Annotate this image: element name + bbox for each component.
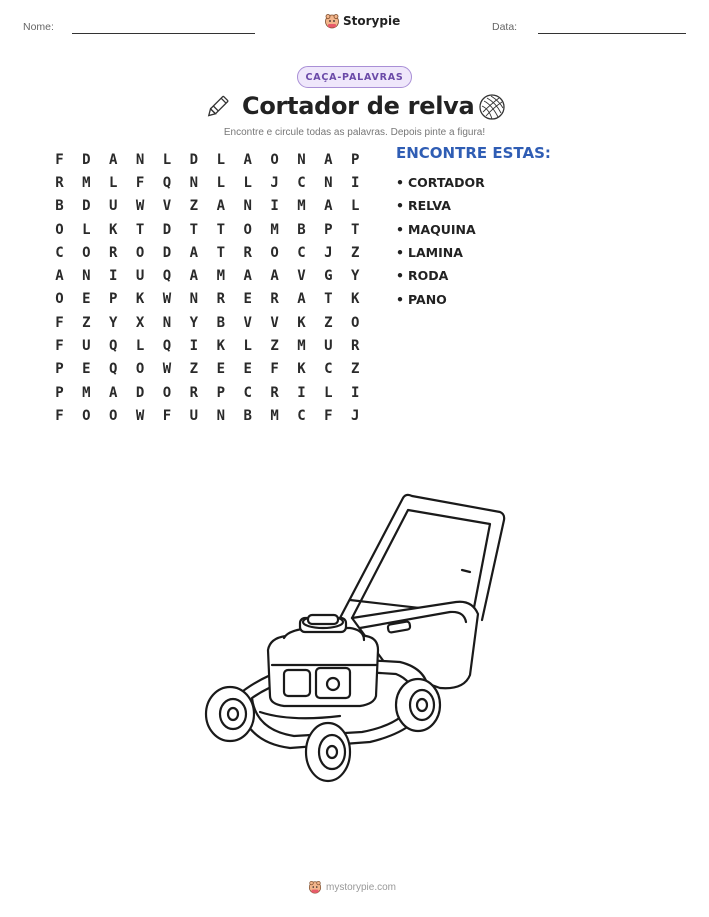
grid-cell[interactable]: E — [243, 361, 252, 378]
grid-cell[interactable]: B — [243, 407, 252, 424]
grid-cell[interactable]: K — [135, 291, 145, 308]
grid-cell[interactable]: D — [82, 151, 91, 168]
grid-cell[interactable]: U — [135, 268, 145, 285]
grid-cell[interactable]: F — [55, 314, 64, 331]
grid-cell[interactable]: W — [135, 407, 145, 424]
grid-cell[interactable]: U — [82, 338, 91, 355]
grid-cell[interactable]: F — [324, 407, 333, 424]
grid-cell[interactable]: L — [82, 221, 91, 238]
grid-cell[interactable]: Z — [189, 361, 199, 378]
grid-cell[interactable]: N — [189, 291, 199, 308]
grid-cell[interactable]: O — [135, 361, 145, 378]
grid-cell[interactable]: N — [82, 268, 91, 285]
brand-name: Storypie — [343, 14, 401, 28]
grid-cell[interactable]: O — [243, 221, 252, 238]
grid-cell[interactable]: A — [324, 198, 333, 215]
name-label: Nome: — [23, 21, 54, 33]
grid-cell[interactable]: O — [162, 384, 172, 401]
grid-cell[interactable]: I — [351, 384, 360, 401]
grid-cell[interactable]: O — [351, 314, 360, 331]
yarn-ball-icon — [478, 93, 506, 121]
footer-url[interactable]: mystorypie.com — [326, 881, 397, 893]
grid-cell[interactable]: L — [243, 338, 252, 355]
grid-cell[interactable]: Q — [109, 338, 118, 355]
grid-cell[interactable]: D — [189, 151, 199, 168]
grid-cell[interactable]: F — [135, 174, 145, 191]
word-list-title: ENCONTRE ESTAS: — [396, 144, 551, 162]
grid-cell[interactable]: N — [243, 198, 252, 215]
grid-cell[interactable]: J — [324, 244, 333, 261]
grid-cell[interactable]: L — [324, 384, 333, 401]
grid-cell[interactable]: W — [135, 198, 145, 215]
date-label: Data: — [492, 21, 518, 33]
footer — [308, 880, 396, 894]
grid-cell[interactable]: A — [297, 291, 306, 308]
grid-cell[interactable]: F — [55, 338, 64, 355]
grid-cell[interactable]: Z — [82, 314, 91, 331]
grid-cell[interactable]: I — [297, 384, 306, 401]
grid-cell[interactable]: A — [216, 198, 225, 215]
grid-cell[interactable]: U — [109, 198, 118, 215]
grid-cell[interactable]: V — [297, 268, 306, 285]
lawnmower-illustration[interactable] — [200, 490, 510, 790]
grid-cell[interactable]: U — [189, 407, 199, 424]
grid-cell[interactable]: F — [162, 407, 172, 424]
grid-cell[interactable]: M — [82, 384, 91, 401]
grid-cell[interactable]: C — [297, 244, 306, 261]
grid-cell[interactable]: C — [297, 407, 306, 424]
grid-cell[interactable]: E — [216, 361, 225, 378]
grid-cell[interactable]: Y — [189, 314, 199, 331]
grid-cell[interactable]: Q — [162, 338, 172, 355]
grid-cell[interactable]: X — [135, 314, 145, 331]
date-line[interactable] — [538, 33, 686, 34]
grid-cell[interactable]: I — [109, 268, 118, 285]
grid-cell[interactable]: Q — [162, 174, 172, 191]
grid-cell[interactable]: L — [162, 151, 172, 168]
grid-cell[interactable]: F — [55, 407, 64, 424]
grid-cell[interactable]: R — [55, 174, 64, 191]
grid-cell[interactable]: A — [109, 384, 118, 401]
grid-cell[interactable]: E — [82, 291, 91, 308]
grid-cell[interactable]: M — [297, 338, 306, 355]
grid-cell[interactable]: K — [216, 338, 225, 355]
grid-cell[interactable]: N — [324, 174, 333, 191]
word-list — [396, 171, 485, 311]
grid-cell[interactable]: I — [189, 338, 199, 355]
grid-cell[interactable]: T — [351, 221, 360, 238]
grid-cell[interactable]: P — [109, 291, 118, 308]
grid-cell[interactable]: N — [162, 314, 172, 331]
grid-cell[interactable]: O — [82, 407, 91, 424]
grid-cell[interactable]: T — [324, 291, 333, 308]
word-search-grid[interactable] — [46, 148, 369, 428]
grid-cell[interactable]: K — [297, 314, 306, 331]
grid-cell[interactable]: L — [351, 198, 360, 215]
category-badge: CAÇA-PALAVRAS — [297, 66, 412, 88]
grid-cell[interactable]: L — [135, 338, 145, 355]
grid-cell[interactable]: Q — [162, 268, 172, 285]
grid-cell[interactable]: E — [243, 291, 252, 308]
grid-cell[interactable]: P — [55, 384, 64, 401]
grid-cell[interactable]: P — [324, 221, 333, 238]
word-item: • PANO — [396, 287, 485, 310]
grid-cell[interactable]: R — [243, 244, 252, 261]
grid-cell[interactable]: A — [324, 151, 333, 168]
grid-cell[interactable]: R — [109, 244, 118, 261]
grid-cell[interactable]: F — [270, 361, 279, 378]
grid-cell[interactable]: P — [216, 384, 225, 401]
grid-cell[interactable]: C — [55, 244, 64, 261]
grid-cell[interactable]: D — [162, 221, 172, 238]
grid-cell[interactable]: D — [82, 198, 91, 215]
grid-cell[interactable]: N — [135, 151, 145, 168]
grid-cell[interactable]: L — [243, 174, 252, 191]
grid-cell[interactable]: O — [55, 291, 64, 308]
grid-cell[interactable]: Z — [324, 314, 333, 331]
grid-cell[interactable]: F — [55, 151, 64, 168]
grid-cell[interactable]: L — [109, 174, 118, 191]
word-item: • MAQUINA — [396, 218, 485, 241]
grid-cell[interactable]: D — [135, 384, 145, 401]
word-item: • LAMINA — [396, 241, 485, 264]
grid-cell[interactable]: Z — [351, 244, 360, 261]
grid-cell[interactable]: M — [297, 198, 306, 215]
grid-cell[interactable]: I — [351, 174, 360, 191]
grid-cell[interactable]: E — [82, 361, 91, 378]
grid-cell[interactable]: O — [270, 151, 279, 168]
grid-cell[interactable]: T — [189, 221, 199, 238]
grid-cell[interactable]: D — [162, 244, 172, 261]
grid-cell[interactable]: O — [135, 244, 145, 261]
grid-cell[interactable]: T — [216, 244, 225, 261]
grid-cell[interactable]: R — [216, 291, 225, 308]
grid-cell[interactable]: O — [109, 407, 118, 424]
grid-cell[interactable]: N — [189, 174, 199, 191]
grid-cell[interactable]: R — [270, 291, 279, 308]
grid-cell[interactable]: A — [109, 151, 118, 168]
grid-cell[interactable]: M — [216, 268, 225, 285]
grid-cell[interactable]: W — [162, 361, 172, 378]
grid-cell[interactable]: W — [162, 291, 172, 308]
grid-cell[interactable]: B — [216, 314, 225, 331]
grid-cell[interactable]: T — [135, 221, 145, 238]
grid-cell[interactable]: R — [270, 384, 279, 401]
grid-cell[interactable]: K — [297, 361, 306, 378]
grid-cell[interactable]: O — [55, 221, 64, 238]
grid-cell[interactable]: R — [351, 338, 360, 355]
grid-cell[interactable]: Z — [270, 338, 279, 355]
grid-cell[interactable]: O — [270, 244, 279, 261]
grid-cell[interactable]: L — [216, 174, 225, 191]
grid-cell[interactable]: C — [297, 174, 306, 191]
grid-cell[interactable]: V — [162, 198, 172, 215]
grid-cell[interactable]: A — [243, 151, 252, 168]
page-title: Cortador de relva — [242, 92, 475, 120]
grid-cell[interactable]: N — [216, 407, 225, 424]
grid-cell[interactable]: L — [216, 151, 225, 168]
grid-cell[interactable]: Q — [109, 361, 118, 378]
grid-cell[interactable]: B — [297, 221, 306, 238]
grid-cell[interactable]: C — [324, 361, 333, 378]
word-item: • RELVA — [396, 194, 485, 217]
mascot-icon — [324, 13, 340, 29]
grid-cell[interactable]: P — [351, 151, 360, 168]
grid-cell[interactable]: R — [189, 384, 199, 401]
grid-cell[interactable]: A — [189, 268, 199, 285]
word-item: • CORTADOR — [396, 171, 485, 194]
grid-cell[interactable]: J — [351, 407, 360, 424]
grid-cell[interactable]: Z — [351, 361, 360, 378]
grid-cell[interactable]: O — [82, 244, 91, 261]
grid-cell[interactable]: C — [243, 384, 252, 401]
instructions: Encontre e circule todas as palavras. Depois pinte a figura! — [223, 127, 486, 138]
grid-cell[interactable]: M — [270, 407, 279, 424]
grid-cell[interactable]: A — [243, 268, 252, 285]
grid-cell[interactable]: M — [82, 174, 91, 191]
grid-cell[interactable]: K — [109, 221, 118, 238]
grid-cell[interactable]: A — [270, 268, 279, 285]
grid-cell[interactable]: A — [55, 268, 64, 285]
grid-cell[interactable]: A — [189, 244, 199, 261]
grid-cell[interactable]: V — [270, 314, 279, 331]
pencil-icon — [204, 92, 234, 120]
grid-cell[interactable]: N — [297, 151, 306, 168]
grid-cell[interactable]: U — [324, 338, 333, 355]
grid-cell[interactable]: T — [216, 221, 225, 238]
grid-cell[interactable]: J — [270, 174, 279, 191]
grid-cell[interactable]: Y — [351, 268, 360, 285]
grid-cell[interactable]: M — [270, 221, 279, 238]
brand-logo — [324, 13, 400, 29]
grid-cell[interactable]: Y — [109, 314, 118, 331]
grid-cell[interactable]: I — [270, 198, 279, 215]
word-item: • RODA — [396, 264, 485, 287]
grid-cell[interactable]: K — [351, 291, 360, 308]
name-line[interactable] — [72, 33, 255, 34]
mascot-icon — [308, 880, 322, 894]
grid-cell[interactable]: B — [55, 198, 64, 215]
grid-cell[interactable]: G — [324, 268, 333, 285]
grid-cell[interactable]: Z — [189, 198, 199, 215]
grid-cell[interactable]: P — [55, 361, 64, 378]
grid-cell[interactable]: V — [243, 314, 252, 331]
